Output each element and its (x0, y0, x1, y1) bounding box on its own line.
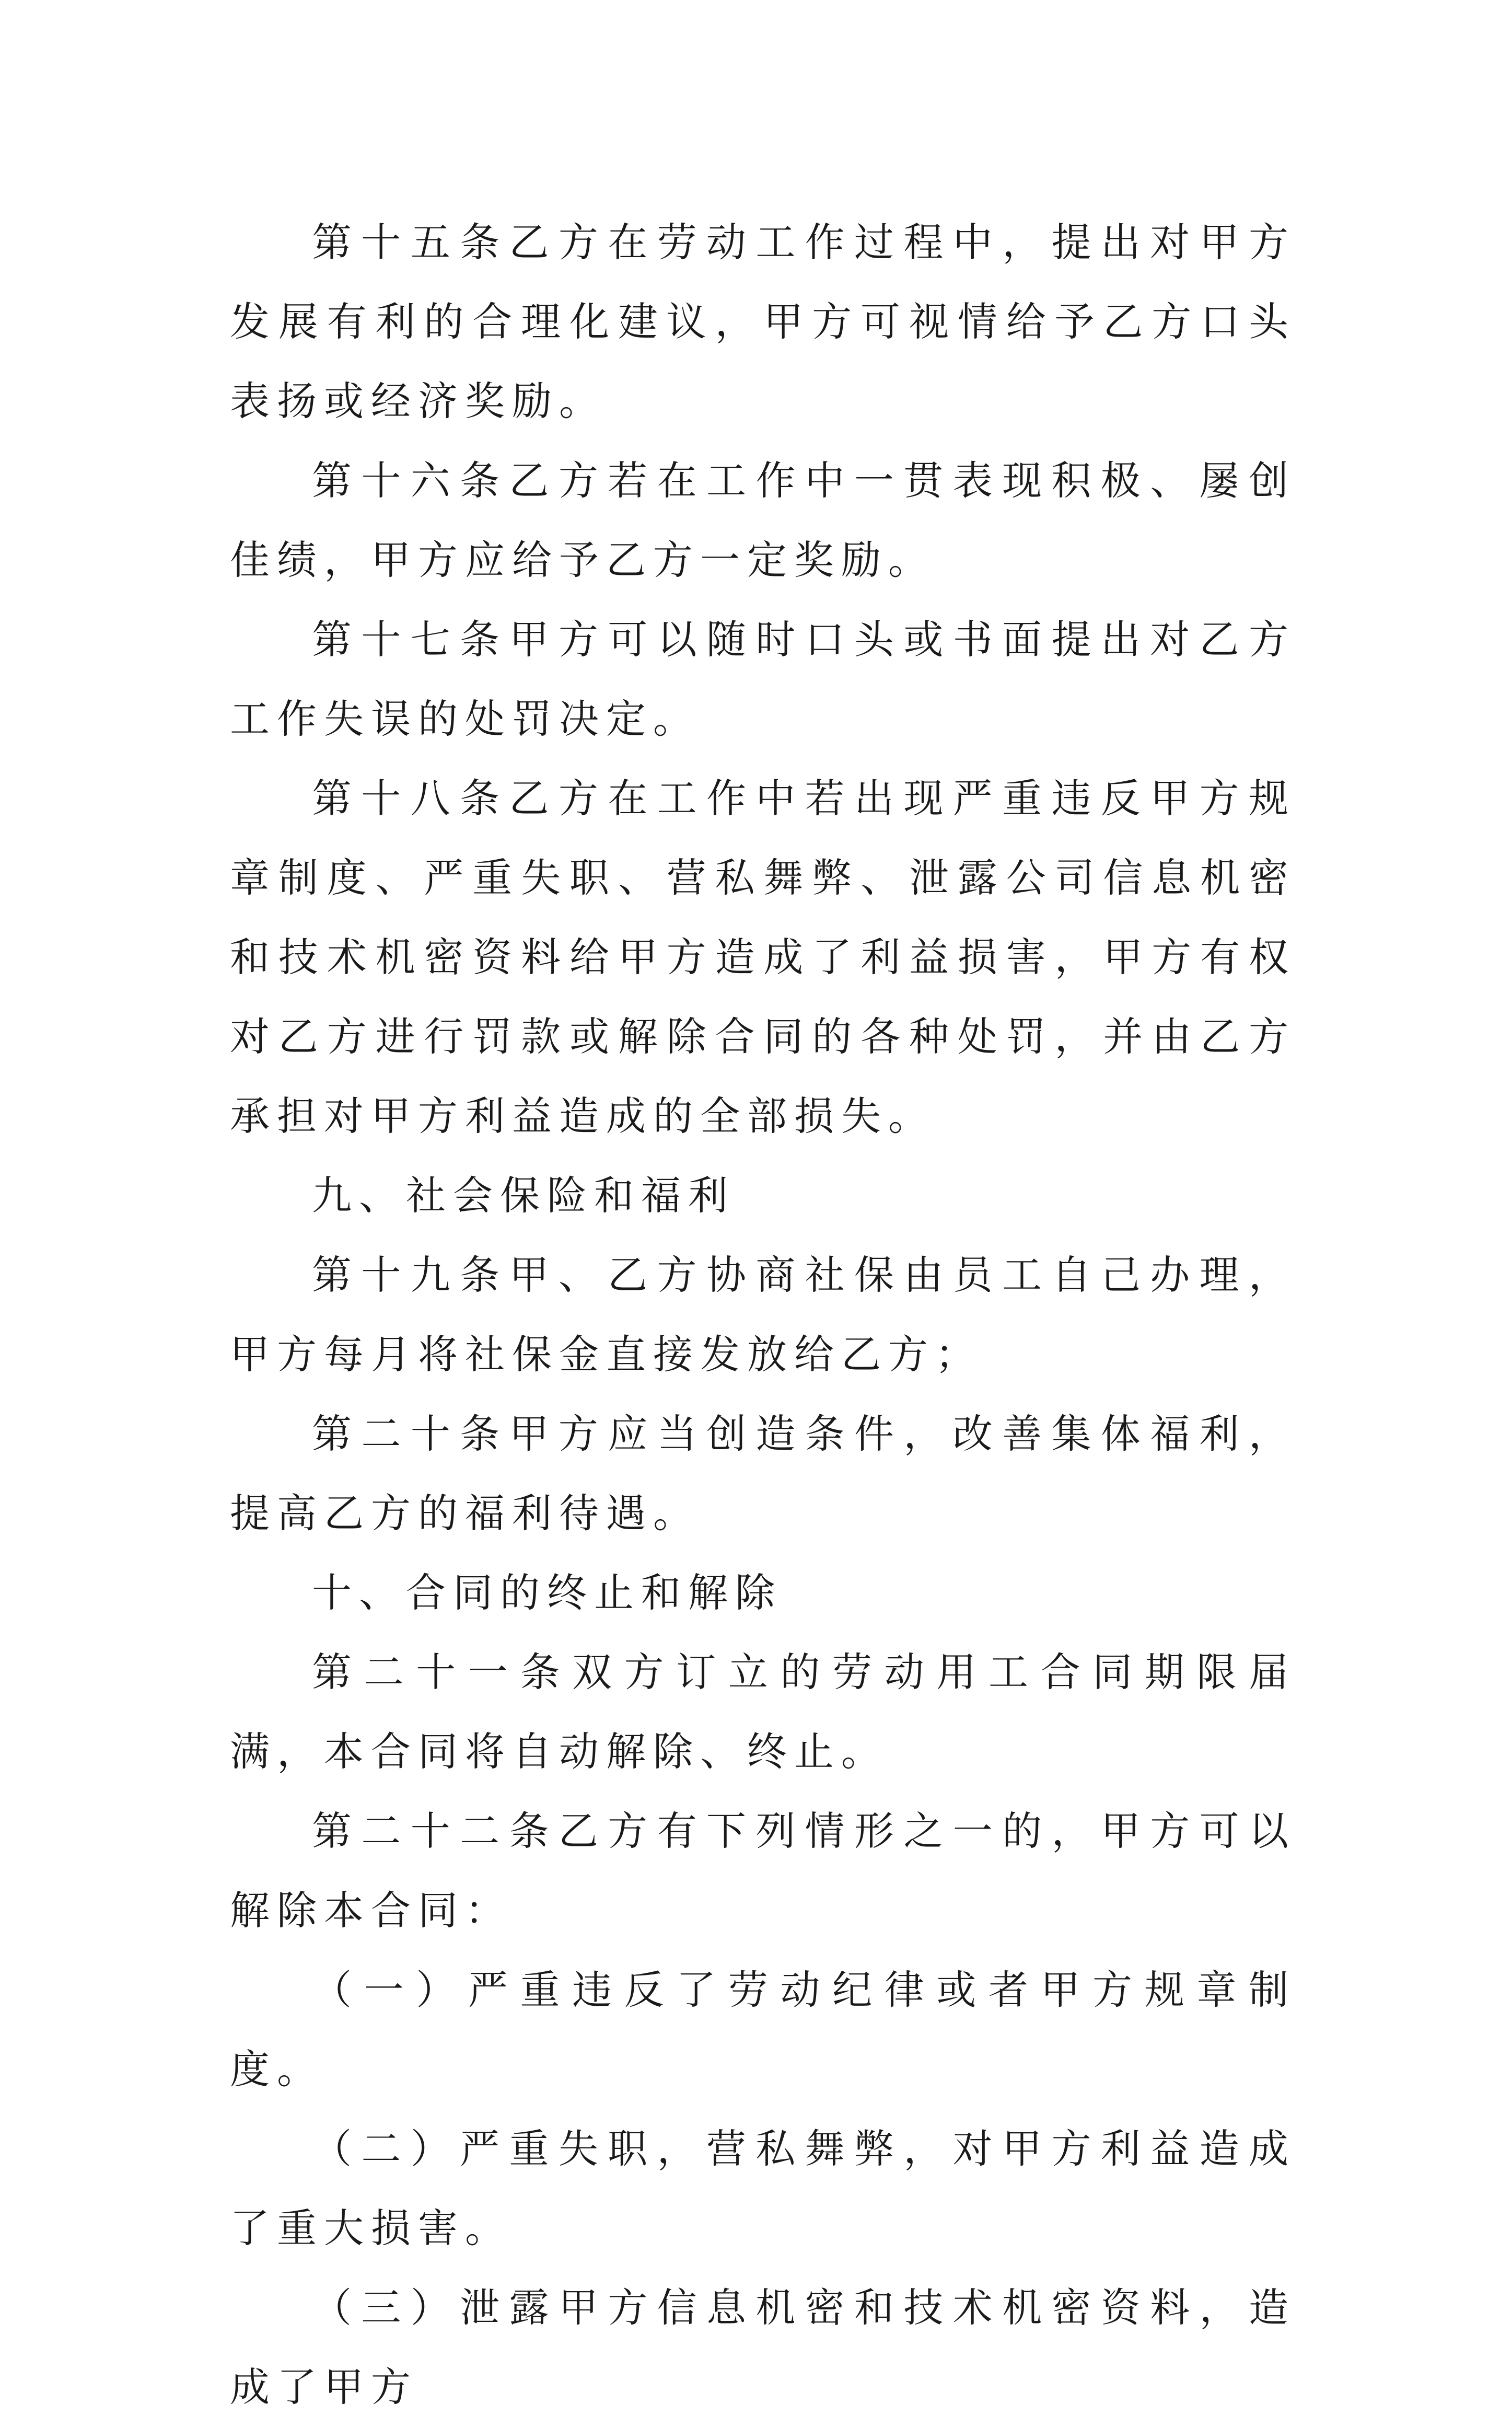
paragraph-article-21: 第二十一条双方订立的劳动用工合同期限届满，本合同将自动解除、终止。 (230, 1649, 1296, 1775)
list-item-3: （三）泄露甲方信息机密和技术机密资料，造成了甲方 (230, 2284, 1296, 2410)
section-heading-social-insurance: 九、社会保险和福利 (312, 1172, 735, 1219)
section-heading-termination: 十、合同的终止和解除 (312, 1569, 782, 1616)
list-item-1: （一）严重违反了劳动纪律或者甲方规章制度。 (230, 1967, 1296, 2093)
paragraph-article-18: 第十八条乙方在工作中若出现严重违反甲方规章制度、严重失职、营私舞弊、泄露公司信息机密和技术机密资料给甲方造成了利益损害，甲方有权对乙方进行罚款或解除合同的各种处罚，并由乙方承担对甲方利益造成的全部损失。 (230, 775, 1296, 1139)
paragraph-article-19: 第十九条甲、乙方协商社保由员工自己办理，甲方每月将社保金直接发放给乙方； (230, 1252, 1296, 1378)
document-body (230, 203, 1296, 2427)
paragraph-article-22: 第二十二条乙方有下列情形之一的，甲方可以解除本合同： (230, 1808, 1296, 1934)
paragraph-article-15: 第十五条乙方在劳动工作过程中，提出对甲方发展有利的合理化建议，甲方可视情给予乙方口头表扬或经济奖励。 (230, 219, 1296, 424)
paragraph-article-16: 第十六条乙方若在工作中一贯表现积极、屡创佳绩，甲方应给予乙方一定奖励。 (230, 457, 1296, 583)
list-item-2: （二）严重失职，营私舞弊，对甲方利益造成了重大损害。 (230, 2125, 1296, 2251)
paragraph-article-17: 第十七条甲方可以随时口头或书面提出对乙方工作失误的处罚决定。 (230, 616, 1296, 742)
paragraph-article-20: 第二十条甲方应当创造条件，改善集体福利，提高乙方的福利待遇。 (230, 1411, 1296, 1536)
